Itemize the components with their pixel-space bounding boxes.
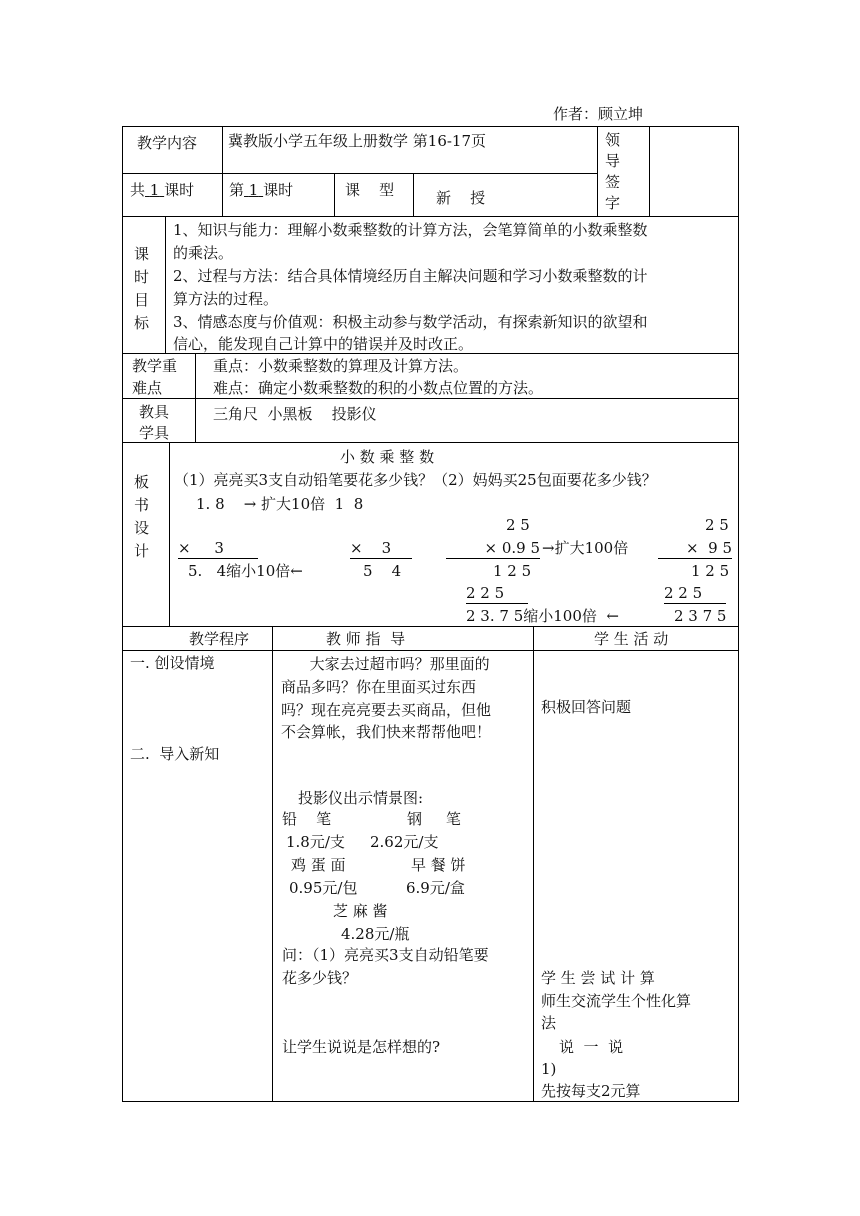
student-answer: 积极回答问题 (541, 698, 632, 716)
board-a-res1: 5. 4缩小10倍← (188, 562, 303, 580)
lesson-type-label: 课 型 (345, 181, 395, 199)
board-c-mul: × 9 5 (658, 538, 732, 559)
header-procedure: 教学程序 (189, 630, 250, 648)
board-title: 小 数 乘 整 数 (340, 448, 435, 466)
board-a-mul2: × 3 (350, 538, 412, 559)
board-b-p2: 2 2 5 (466, 583, 528, 604)
student-say: 说 一 说 (559, 1038, 624, 1056)
tools-label-2: 学具 (139, 424, 170, 442)
header-teacher: 教 师 指 导 (326, 630, 406, 648)
tools-label-1: 教具 (139, 403, 170, 421)
student-first: 先按每支2元算 (541, 1082, 641, 1100)
difficult-point: 难点：确定小数乘整数的积的小数点位置的方法。 (213, 379, 544, 397)
board-a-row1: 1. 8 → 扩大10倍 1 8 (196, 495, 364, 513)
ask-students: 让学生说说是怎样想的? (282, 1038, 441, 1056)
student-num: 1) (541, 1060, 557, 1078)
key-points-label-2: 难点 (132, 379, 163, 397)
question-line-1: 问：（1）亮亮买3支自动铅笔要 (282, 946, 489, 964)
question-line-2: 花多少钱？ (282, 969, 358, 987)
board-b-top: 2 5 (506, 516, 530, 534)
board-a-res2: 5 4 (363, 562, 402, 580)
board-b-res: 2 3. 7 5缩小100倍 ← (466, 607, 619, 625)
total-lessons: 共 1 课时 (130, 181, 195, 199)
student-try: 学 生 尝 试 计 算 (541, 969, 655, 987)
tools-value: 三角尺 小黑板 投影仪 (213, 405, 377, 423)
board-b-mul: × 0.9 5 (446, 538, 540, 559)
board-questions: （1）亮亮买3支自动铅笔要花多少钱？（2）妈妈买25包面要花多少钱？ (174, 471, 657, 489)
board-c-top: 2 5 (705, 516, 729, 534)
author: 作者：顾立坤 (553, 105, 644, 123)
board-b-arrow: →扩大100倍 (542, 539, 629, 557)
projector-note: 投影仪出示情景图: (298, 789, 424, 807)
board-b-p1: 1 2 5 (493, 562, 532, 580)
board-c-p2: 2 2 5 (664, 583, 726, 604)
student-exchange-2: 法 (541, 1014, 557, 1032)
key-points-label-1: 教学重 (132, 357, 178, 375)
lesson-type-value: 新 授 (436, 189, 486, 207)
step-2: 二. 导入新知 (130, 745, 220, 763)
board-c-res: 2 3 7 5 (674, 607, 727, 625)
board-c-p1: 1 2 5 (691, 562, 730, 580)
key-point: 重点：小数乘整数的算理及计算方法。 (213, 357, 469, 375)
student-exchange-1: 师生交流学生个性化算 (541, 992, 692, 1010)
header-student: 学 生 活 动 (594, 630, 669, 648)
content-value: 冀教版小学五年级上册数学 第16-17页 (228, 132, 487, 150)
board-a-mul1: × 3 (178, 538, 258, 559)
content-label: 教学内容 (137, 134, 198, 152)
step-1: 一. 创设情境 (130, 654, 215, 672)
current-lesson: 第 1 课时 (229, 181, 294, 199)
